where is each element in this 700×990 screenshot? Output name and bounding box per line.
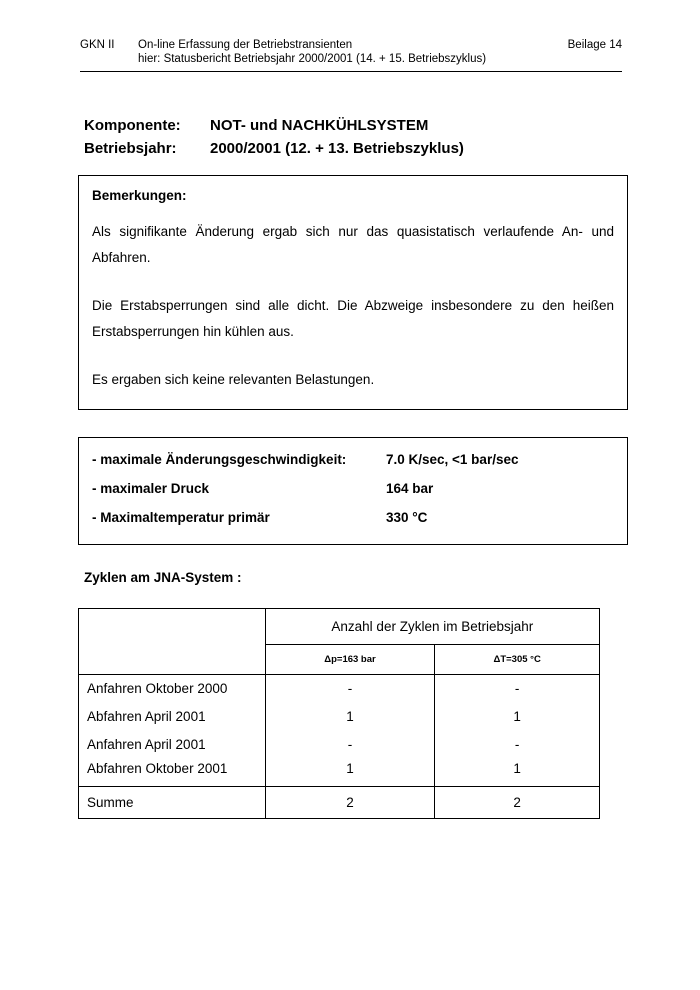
table-corner-cell	[79, 609, 266, 675]
row-dt-value: 1	[435, 759, 600, 787]
row-dt-value: -	[435, 675, 600, 703]
cycles-heading: Zyklen am JNA-System :	[84, 570, 242, 585]
table-span-header: Anzahl der Zyklen im Betriebsjahr	[265, 609, 599, 645]
operating-year-row	[84, 137, 624, 160]
doc-title-line2: hier: Statusbericht Betriebsjahr 2000/2001 (14. + 15. Betriebszyklus)	[138, 53, 487, 65]
limit-label: - maximale Änderungsgeschwindigkeit:	[92, 452, 347, 467]
title-block	[84, 114, 624, 160]
row-label: Abfahren Oktober 2001	[87, 760, 228, 776]
limit-value: 164 bar	[386, 481, 434, 496]
table-row	[79, 675, 600, 703]
component-row	[84, 114, 624, 137]
table-sum-row	[79, 787, 600, 819]
doc-header-titles	[138, 38, 568, 66]
limit-value: 7.0 K/sec, <1 bar/sec	[386, 452, 519, 467]
cycles-table	[78, 608, 600, 819]
row-dp-value: 1	[265, 759, 435, 787]
component-value: NOT- und NACHKÜHLSYSTEM	[210, 117, 429, 134]
doc-id: GKN II	[80, 39, 115, 51]
limit-row	[92, 450, 614, 470]
limit-row	[92, 479, 614, 499]
document-header	[80, 38, 622, 72]
table-row	[79, 703, 600, 731]
limit-row	[92, 508, 614, 528]
limits-box	[78, 437, 628, 545]
col-header-dp: Δp=163 bar	[265, 645, 435, 675]
row-label: Anfahren April 2001	[87, 737, 206, 752]
sum-dt-value: 2	[435, 787, 600, 819]
operating-year-label: Betriebsjahr:	[84, 140, 177, 157]
table-row	[79, 731, 600, 759]
row-dp-value: -	[265, 731, 435, 759]
row-dt-value: 1	[435, 703, 600, 731]
row-dp-value: 1	[265, 703, 435, 731]
remarks-paragraph: Als signifikante Änderung ergab sich nur das quasistatisch verlaufende An- und Abfahren.	[92, 224, 614, 265]
row-label: Anfahren Oktober 2000	[87, 681, 228, 697]
col-header-dt: ΔT=305 °C	[435, 645, 600, 675]
table-header-row	[79, 609, 600, 645]
row-dp-value: -	[265, 675, 435, 703]
remarks-heading: Bemerkungen:	[92, 188, 187, 203]
component-label: Komponente:	[84, 117, 181, 134]
attachment-label: Beilage 14	[567, 39, 622, 51]
limit-value: 330 °C	[386, 510, 428, 525]
limit-label: - maximaler Druck	[92, 481, 210, 496]
limit-label: - Maximaltemperatur primär	[92, 510, 270, 525]
operating-year-value: 2000/2001 (12. + 13. Betriebszyklus)	[210, 140, 464, 157]
sum-dp-value: 2	[265, 787, 435, 819]
table-row	[79, 759, 600, 787]
remarks-paragraph: Die Erstabsperrungen sind alle dicht. Die Abzweige insbesondere zu den heißen Erstabsperrungen hin kühlen aus.	[92, 298, 614, 339]
doc-title-line1: On-line Erfassung der Betriebstransienten	[138, 39, 353, 51]
sum-label: Summe	[79, 787, 266, 819]
remarks-paragraph: Es ergaben sich keine relevanten Belastungen.	[92, 372, 375, 387]
remarks-box	[78, 175, 628, 410]
row-label: Abfahren April 2001	[87, 709, 206, 724]
row-dt-value: -	[435, 731, 600, 759]
